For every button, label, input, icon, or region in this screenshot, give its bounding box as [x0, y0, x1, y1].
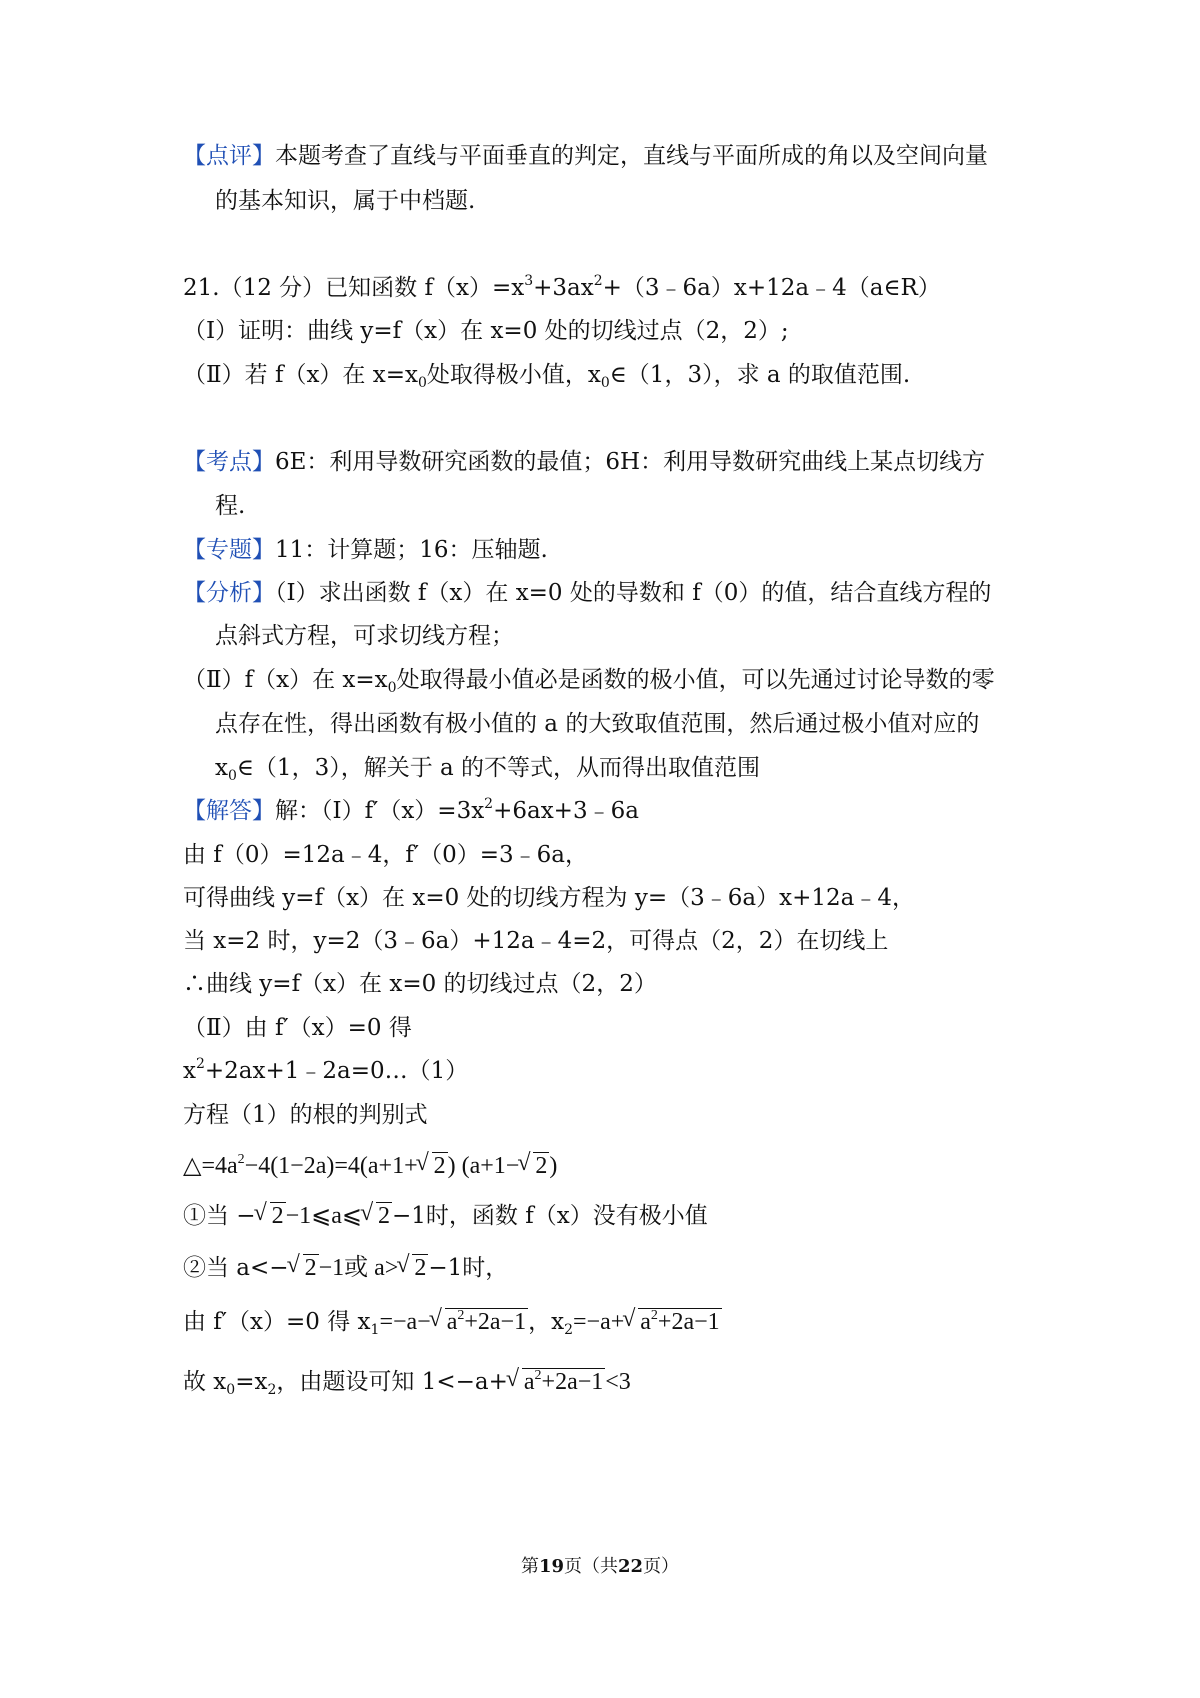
roots-c: ，x	[528, 1309, 565, 1335]
roots-b: =−a−	[379, 1309, 431, 1335]
fenxi-text-5a: x	[215, 755, 228, 781]
concl-b: =x	[235, 1369, 268, 1395]
root1-sup: 2	[457, 1308, 465, 1323]
dianping-text-2: 的基本知识，属于中档题.	[215, 188, 476, 214]
sqrt-symbol: √ 2	[303, 1254, 319, 1281]
zhuanti-tag: 【专题】	[183, 537, 275, 563]
case2-a: ②当 a<−	[183, 1255, 289, 1281]
part2-sub-1: 0	[417, 375, 427, 391]
concl-root-b: +2a−1	[541, 1369, 604, 1395]
roots-line	[183, 1306, 722, 1338]
jieda-line-8: 方程（1）的根的判别式	[183, 1102, 428, 1128]
roots-sub-2: 2	[564, 1322, 573, 1338]
sqrt-symbol: √ 2	[533, 1152, 549, 1179]
roots-a: 由 f′（x）=0 得 x	[183, 1309, 371, 1335]
sqrt-symbol: √ 2	[412, 1254, 428, 1281]
dianping-line-1	[183, 140, 988, 172]
concl-d: <3	[605, 1369, 631, 1395]
root2-sup: 2	[650, 1308, 658, 1323]
fenxi-text-4: 点存在性，得出函数有极小值的 a 的大致取值范围，然后通过极小值对应的	[215, 711, 980, 737]
fenxi-text-5b: ∈（1，3），解关于 a 的不等式，从而得出取值范围	[236, 755, 761, 781]
concl-sub-1: 0	[226, 1382, 236, 1398]
zhuanti-line	[183, 534, 548, 566]
jieda-text-1a: 解：（Ⅰ）f′（x）=3x	[275, 798, 485, 824]
concl-sub-2: 2	[267, 1382, 277, 1398]
problem-text-a: 21.（12 分）已知函数 f（x）=x	[183, 275, 525, 301]
fenxi-line-1	[183, 577, 991, 609]
part2-text-c: ∈（1，3），求 a 的取值范围.	[609, 362, 911, 388]
jieda-line-3: 可得曲线 y=f（x）在 x=0 处的切线方程为 y=（3﹣6a）x+12a﹣4，	[183, 885, 915, 911]
fenxi-sub-5: 0	[227, 768, 237, 784]
part2-sub-2: 0	[600, 375, 610, 391]
jieda-line-6: （Ⅱ）由 f′（x）=0 得	[183, 1015, 412, 1041]
sqrt-symbol	[445, 1308, 528, 1335]
fenxi-line-3	[183, 664, 995, 696]
kaodian-tag: 【考点】	[183, 449, 275, 475]
part2-text-b: 处取得极小值，x	[426, 362, 601, 388]
root2-a: a	[640, 1309, 651, 1335]
problem-statement	[183, 272, 941, 304]
jieda-line-1	[183, 795, 639, 827]
problem-sup-2: 2	[593, 273, 603, 289]
jieda-sup-7: 2	[195, 1056, 205, 1072]
root1-b: +2a−1	[464, 1309, 527, 1335]
disc-sup: 2	[237, 1152, 245, 1167]
root2-b: +2a−1	[657, 1309, 720, 1335]
sqrt-symbol	[638, 1308, 721, 1335]
roots-sub-1: 1	[370, 1322, 380, 1338]
sqrt-symbol	[522, 1368, 605, 1395]
jieda-tag: 【解答】	[183, 798, 275, 824]
case-2	[183, 1252, 508, 1284]
case2-c: −1时，	[428, 1255, 509, 1281]
problem-part-2	[183, 359, 910, 391]
concl-root-sup: 2	[534, 1368, 542, 1383]
case-1	[183, 1200, 708, 1232]
problem-text-b: +3ax	[533, 275, 594, 301]
kaodian-text-2: 程.	[215, 493, 246, 519]
discriminant-formula	[183, 1150, 557, 1182]
case1-a: ①当 −	[183, 1203, 256, 1229]
conclusion-line	[183, 1366, 631, 1398]
concl-a: 故 x	[183, 1369, 227, 1395]
case1-b: −1⩽a⩽	[285, 1203, 362, 1229]
fenxi-sub-3: 0	[387, 680, 397, 696]
jieda-line-5: ∴曲线 y=f（x）在 x=0 的切线过点（2，2）	[183, 971, 657, 997]
disc-a: △=4a	[183, 1153, 238, 1179]
page-number: 19	[538, 1556, 564, 1577]
dianping-tag: 【点评】	[183, 143, 275, 169]
case1-c: −1时，函数 f（x）没有极小值	[392, 1203, 708, 1229]
disc-d: )	[549, 1153, 558, 1179]
part2-text-a: （Ⅱ）若 f（x）在 x=x	[183, 362, 418, 388]
concl-root-a: a	[523, 1369, 535, 1395]
total-pages: 22	[618, 1556, 644, 1577]
jieda-line-2: 由 f（0）=12a﹣4，f′（0）=3﹣6a，	[183, 842, 588, 868]
fenxi-text-3a: （Ⅱ）f（x）在 x=x	[183, 667, 388, 693]
jieda-text-1b: +6ax+3﹣6a	[493, 798, 639, 824]
case2-b: −1或 a>	[318, 1255, 399, 1281]
disc-c: ) (a+1−	[447, 1153, 520, 1179]
fenxi-line-5	[215, 752, 760, 784]
dianping-text-1: 本题考查了直线与平面垂直的判定，直线与平面所成的角以及空间向量	[275, 143, 988, 169]
fenxi-text-1: （Ⅰ）求出函数 f（x）在 x=0 处的导数和 f（0）的值，结合直线方程的	[275, 580, 992, 606]
jieda-text-7a: x	[183, 1058, 196, 1084]
problem-sup-1: 3	[524, 273, 534, 289]
concl-c: ，由题设可知 1<−a+	[276, 1369, 508, 1395]
page-footer	[0, 1555, 1200, 1579]
fenxi-tag: 【分析】	[183, 580, 275, 606]
jieda-line-7	[183, 1055, 468, 1087]
fenxi-text-3b: 处取得最小值必是函数的极小值，可以先通过讨论导数的零	[396, 667, 995, 693]
footer-mid: 页（共	[564, 1556, 618, 1577]
kaodian-text-1: 6E：利用导数研究函数的最值；6H：利用导数研究曲线上某点切线方	[275, 449, 986, 475]
jieda-sup-1: 2	[484, 796, 494, 812]
fenxi-text-2: 点斜式方程，可求切线方程；	[215, 623, 514, 649]
problem-text-c: +（3﹣6a）x+12a﹣4（a∈R）	[602, 275, 941, 301]
footer-post: 页）	[643, 1556, 680, 1577]
problem-part-1: （Ⅰ）证明：曲线 y=f（x）在 x=0 处的切线过点（2，2）;	[183, 318, 789, 344]
roots-d: =−a+	[573, 1309, 625, 1335]
root1-a: a	[446, 1309, 458, 1335]
footer-pre: 第	[520, 1556, 539, 1577]
disc-b: −4(1−2a)=4(a+1+	[244, 1153, 418, 1179]
zhuanti-text: 11：计算题；16：压轴题.	[275, 537, 548, 563]
kaodian-line-1	[183, 446, 985, 478]
jieda-line-4: 当 x=2 时，y=2（3﹣6a）+12a﹣4=2，可得点（2，2）在切线上	[183, 928, 889, 954]
sqrt-symbol: √ 2	[270, 1202, 286, 1229]
sqrt-symbol: √ 2	[376, 1202, 392, 1229]
jieda-text-7b: +2ax+1﹣2a=0…（1）	[204, 1058, 469, 1084]
sqrt-symbol: √ 2	[432, 1152, 448, 1179]
